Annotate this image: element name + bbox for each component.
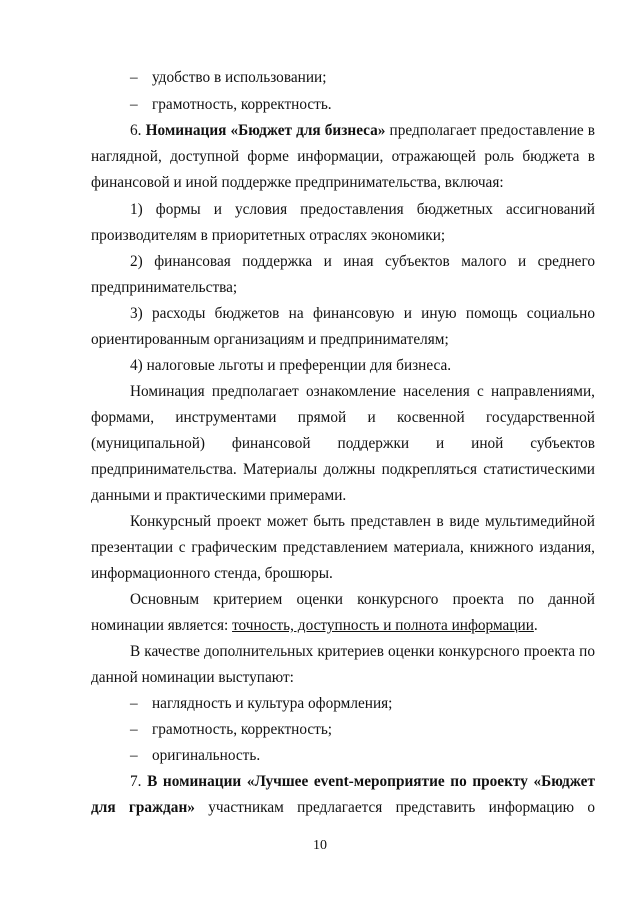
paragraph-text: . <box>533 617 538 634</box>
numbered-item: 2) финансовая поддержка и иная субъектов малого и среднего <box>130 253 595 270</box>
paragraph-line: предпринимательства. Материалы должны подкрепляться статистическими <box>91 461 595 478</box>
numbered-item-cont: производителям в приоритетных отраслях экономики; <box>91 227 446 244</box>
page-number: 10 <box>313 838 327 853</box>
main-criterion: точность, доступность и полнота информации <box>232 617 534 634</box>
paragraph-6-line <box>130 122 595 140</box>
list-item-text: грамотность, корректность. <box>152 96 332 113</box>
section-number: 7. <box>130 773 142 790</box>
paragraph-7-line <box>130 773 595 791</box>
list-item-text: удобство в использовании; <box>152 69 327 86</box>
paragraph-7-line <box>91 799 595 817</box>
paragraph-line: Основным критерием оценки конкурсного проекта по данной <box>130 591 595 608</box>
paragraph-line: финансовой и иной поддержке предпринимательства, включая: <box>91 174 504 191</box>
paragraph-text: предполагает предоставление в <box>389 122 596 139</box>
paragraph-line: В качестве дополнительных критериев оценки конкурсного проекта по <box>130 643 595 660</box>
paragraph-line: Конкурсный проект может быть представлен в виде мультимедийной <box>130 513 595 530</box>
paragraph-line: данной номинации выступают: <box>91 669 294 686</box>
paragraph-line: данными и практическими примерами. <box>91 487 347 504</box>
list-item <box>130 747 260 765</box>
paragraph-line: формами, инструментами прямой и косвенной государственной <box>91 409 595 426</box>
paragraph-text: участникам предлагается представить информацию о <box>208 799 596 816</box>
list-item-text: наглядность и культура оформления; <box>152 695 393 712</box>
list-item-text: оригинальность. <box>152 747 261 764</box>
paragraph-text: номинации является: <box>91 617 229 634</box>
numbered-item: 4) налоговые льготы и преференции для бизнеса. <box>130 357 452 374</box>
numbered-item: 1) формы и условия предоставления бюджетных ассигнований <box>130 201 595 218</box>
list-item <box>130 69 326 87</box>
section-number: 6. <box>130 122 142 139</box>
paragraph-line: наглядной, доступной форме информации, отражающей роль бюджета в <box>91 148 595 165</box>
criterion-line <box>91 617 538 635</box>
paragraph-line: (муниципальной) финансовой поддержки и иной субъектов <box>91 435 595 452</box>
paragraph-line: презентации с графическим представлением материала, книжного издания, <box>91 539 595 556</box>
list-dash: – <box>130 96 138 113</box>
numbered-item: 3) расходы бюджетов на финансовую и иную помощь социально <box>130 305 595 322</box>
list-item <box>130 721 332 739</box>
list-dash: – <box>130 747 138 764</box>
numbered-item-cont: ориентированным организациям и предпринимателям; <box>91 331 449 348</box>
list-dash: – <box>130 69 138 86</box>
list-item-text: грамотность, корректность; <box>152 721 333 738</box>
paragraph-line: Номинация предполагает ознакомление населения с направлениями, <box>130 383 595 400</box>
nomination-title: В номинации «Лучшее event-мероприятие по проекту «Бюджет <box>147 773 595 790</box>
nomination-title-cont: для граждан» <box>91 799 195 816</box>
paragraph-line: информационного стенда, брошюры. <box>91 565 333 582</box>
list-dash: – <box>130 695 138 712</box>
list-dash: – <box>130 721 138 738</box>
numbered-item-cont: предпринимательства; <box>91 279 238 296</box>
list-item <box>130 96 332 114</box>
nomination-title: Номинация «Бюджет для бизнеса» <box>145 122 386 139</box>
list-item <box>130 695 392 713</box>
